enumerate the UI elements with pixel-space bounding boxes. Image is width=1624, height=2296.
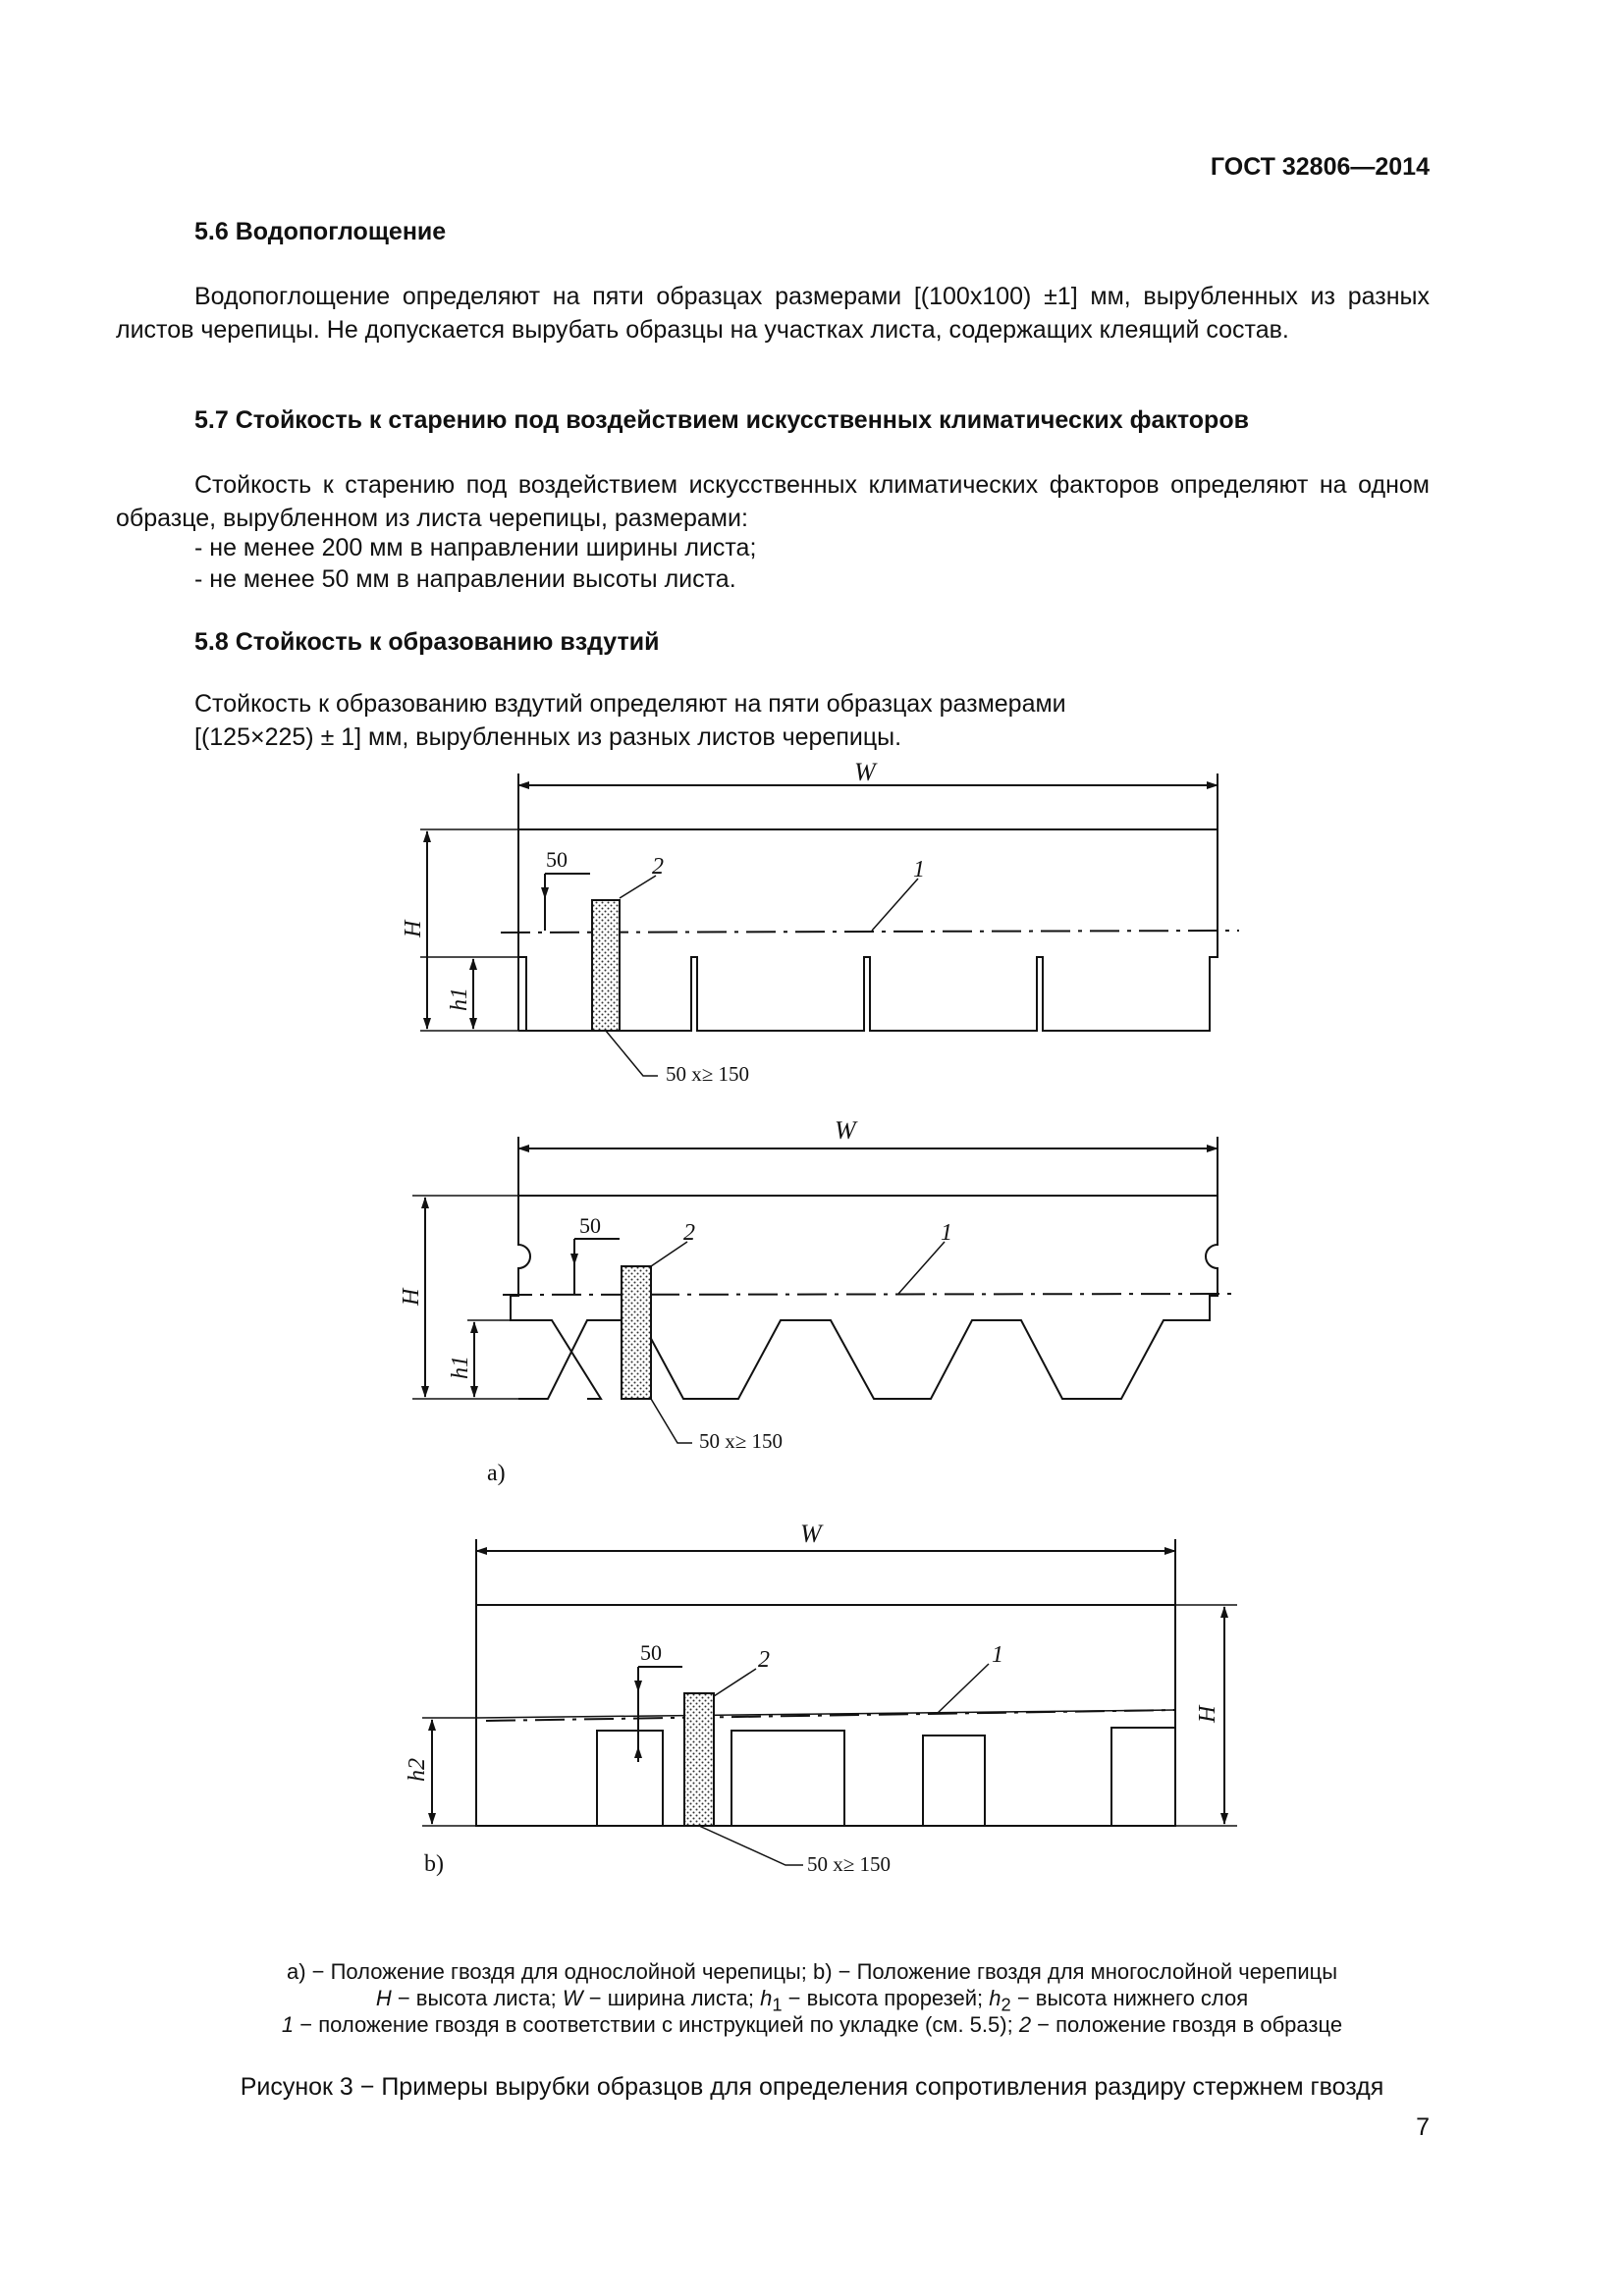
label-sample-1: 50 х≥ 150 <box>666 1062 750 1086</box>
label-height-1: H <box>401 920 426 937</box>
section-heading-5-8: 5.8 Стойкость к образованию вздутий <box>194 628 660 656</box>
label-dim-50-3: 50 <box>640 1640 662 1665</box>
list-item: - не менее 50 мм в направлении высоты листа. <box>194 565 736 593</box>
list-item: - не менее 200 мм в направлении ширины листа; <box>194 534 757 561</box>
label-sample-2: 50 х≥ 150 <box>699 1429 784 1453</box>
section-heading-5-6: 5.6 Водопоглощение <box>194 218 447 245</box>
label-variant-a: а) <box>487 1461 506 1486</box>
document-header: ГОСТ 32806—2014 <box>1210 153 1430 181</box>
label-one-1: 1 <box>913 857 925 882</box>
label-variant-b: b) <box>424 1851 444 1877</box>
diagram-single-layer-hex <box>412 1137 1239 1443</box>
figure-caption: Рисунок 3 − Примеры вырубки образцов для определения сопротивления раздиру стержнем гвоздя <box>240 2073 1384 2101</box>
section-text-5-7: Стойкость к старению под воздействием искусственных климатических факторов определяют на одном образце, вырубленном из листа черепицы, размерами: <box>116 471 1430 532</box>
figure-legend-line2: H − высота листа; W − ширина листа; $h_1$ − высота прорезей; $h_2$ − высота нижнего слоя <box>375 1986 1249 2015</box>
diagram-single-layer-slots <box>420 774 1239 1076</box>
label-dim-50-2: 50 <box>579 1213 601 1238</box>
label-sample-3: 50 х≥ 150 <box>807 1852 892 1876</box>
page-number: 7 <box>1416 2113 1430 2141</box>
label-width-2: W <box>835 1116 856 1145</box>
label-two-1: 2 <box>652 854 664 880</box>
label-two-2: 2 <box>683 1220 695 1246</box>
label-two-3: 2 <box>758 1647 770 1673</box>
label-width-1: W <box>854 758 876 786</box>
label-h2-3: h2 <box>405 1758 430 1782</box>
section-heading-5-7: 5.7 Стойкость к старению под воздействием искусственных климатических факторов <box>194 406 1249 434</box>
diagram-multi-layer <box>422 1539 1237 1865</box>
label-one-2: 1 <box>941 1220 952 1246</box>
label-dim-50-1: 50 <box>546 847 568 872</box>
figure-legend-line1: а) − Положение гвоздя для однослойной черепицы; b) − Положение гвоздя для многослойной черепицы <box>286 1959 1338 1984</box>
label-h1-2: h1 <box>448 1356 473 1379</box>
section-text-5-8-line1: Стойкость к образованию вздутий определяют на пяти образцах размерами <box>194 690 1066 718</box>
label-height-2: H <box>399 1288 424 1306</box>
label-width-3: W <box>800 1520 822 1548</box>
section-text-5-8-line2: [(125×225) ± 1] мм, вырубленных из разных листов черепицы. <box>194 723 902 751</box>
section-text-5-6: Водопоглощение определяют на пяти образцах размерами [(100х100) ±1] мм, вырубленных из разных листов черепицы. Не допускается вырубать образцы на участках листа, содержащих клеящий состав. <box>116 283 1430 344</box>
label-h1-1: h1 <box>447 988 472 1011</box>
label-one-3: 1 <box>992 1642 1003 1668</box>
figure-legend-line3: 1 − положение гвоздя в соответствии с инструкцией по укладке (см. 5.5); 2 − положение гвоздя в образце <box>281 2012 1343 2037</box>
label-height-3: H <box>1195 1705 1220 1723</box>
